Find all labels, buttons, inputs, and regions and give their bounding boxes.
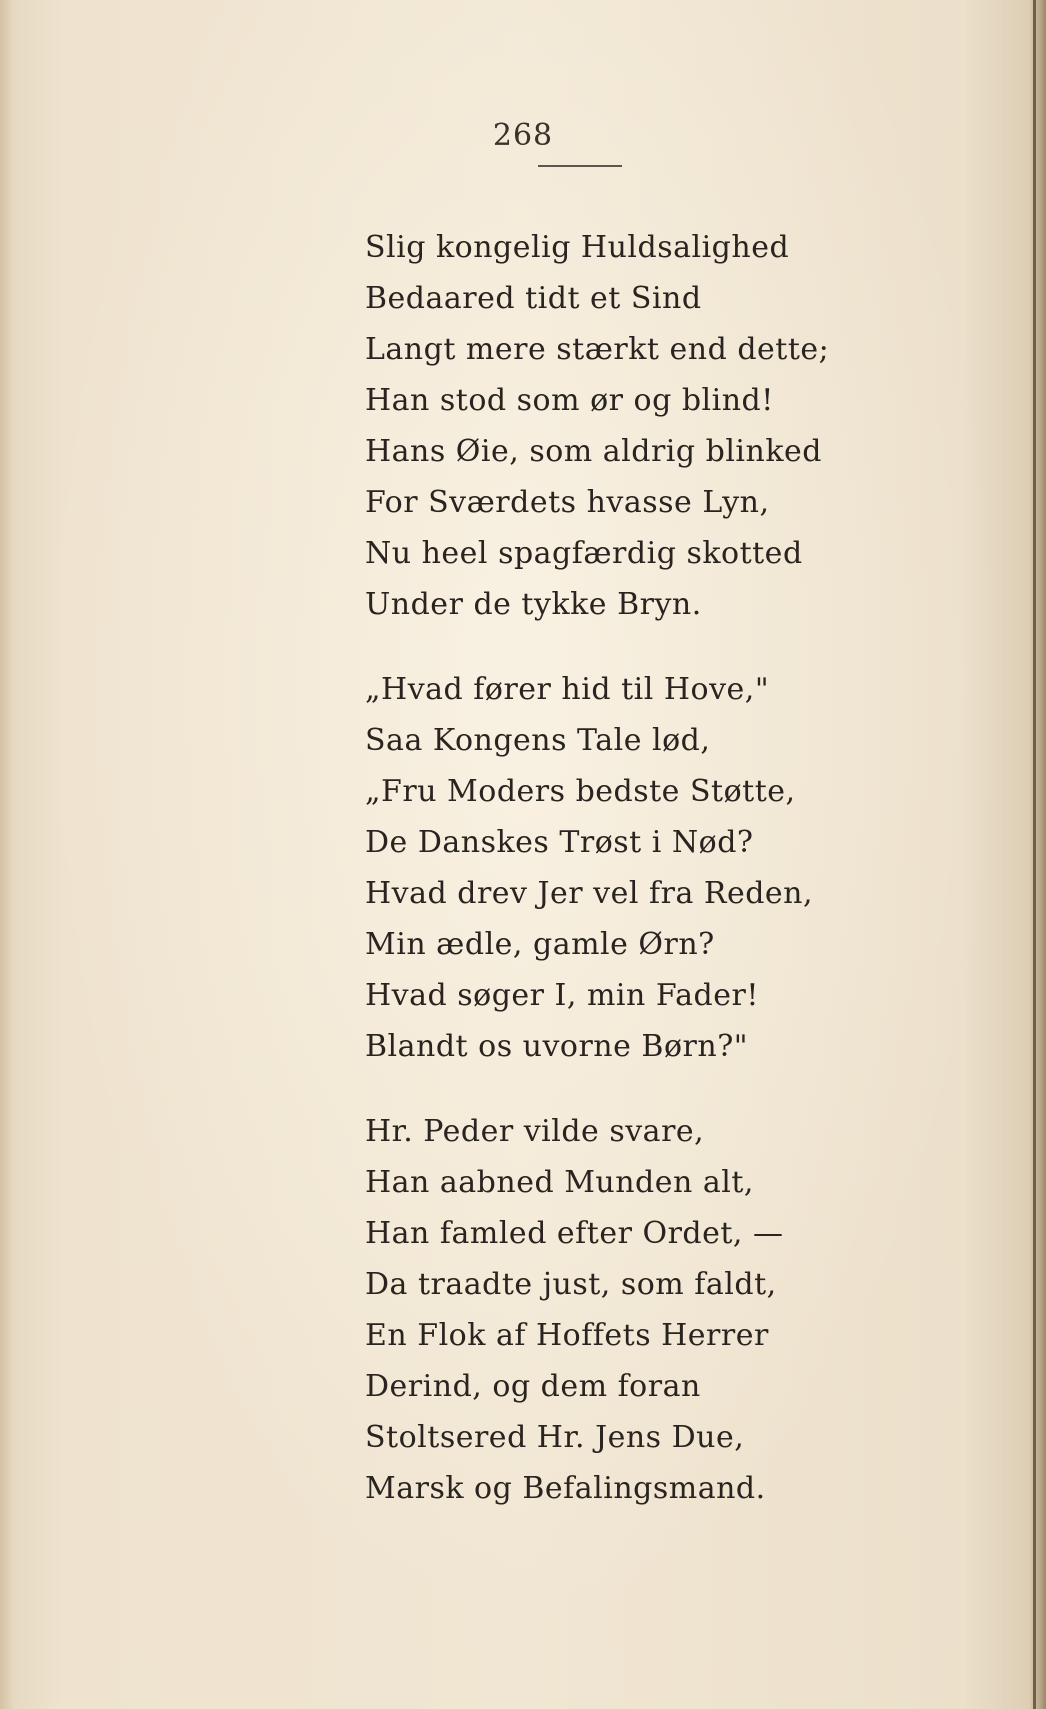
poem-line: Hans Øie, som aldrig blinked [365, 434, 822, 469]
page-binding-line [1033, 0, 1036, 1709]
poem-line: Han famled efter Ordet, — [365, 1216, 784, 1251]
poem-line: Derind, og dem foran [365, 1369, 701, 1404]
poem-line: En Flok af Hoffets Herrer [365, 1318, 769, 1353]
page-left-edge [0, 0, 14, 1709]
stanza-2 [365, 664, 1025, 1072]
poem-line: „Hvad fører hid til Hove," [365, 672, 770, 707]
poem-line: Min ædle, gamle Ørn? [365, 927, 715, 962]
poem [365, 222, 1025, 1514]
poem-line: Saa Kongens Tale lød, [365, 723, 711, 758]
stanza-3 [365, 1106, 1025, 1514]
poem-line: Nu heel spagfærdig skotted [365, 536, 803, 571]
poem-line: Hr. Peder vilde svare, [365, 1114, 705, 1149]
poem-line: Slig kongelig Huldsalighed [365, 230, 790, 265]
poem-line: Langt mere stærkt end dette; [365, 332, 830, 367]
poem-line: Han aabned Munden alt, [365, 1165, 754, 1200]
poem-line: Da traadte just, som faldt, [365, 1267, 777, 1302]
poem-line: Hvad søger I, min Fader! [365, 978, 759, 1013]
page-number-rule [538, 165, 622, 167]
stanza-1 [365, 222, 1025, 630]
poem-line: Blandt os uvorne Børn?" [365, 1029, 749, 1064]
poem-line: „Fru Moders bedste Støtte, [365, 774, 796, 809]
page-number: 268 [492, 118, 554, 153]
poem-line: Under de tykke Bryn. [365, 587, 702, 622]
poem-line: For Sværdets hvasse Lyn, [365, 485, 770, 520]
poem-line: De Danskes Trøst i Nød? [365, 825, 754, 860]
poem-line: Marsk og Befalingsmand. [365, 1471, 766, 1506]
poem-line: Han stod som ør og blind! [365, 383, 774, 418]
poem-line: Bedaared tidt et Sind [365, 281, 702, 316]
poem-line: Hvad drev Jer vel fra Reden, [365, 876, 814, 911]
poem-line: Stoltsered Hr. Jens Due, [365, 1420, 745, 1455]
